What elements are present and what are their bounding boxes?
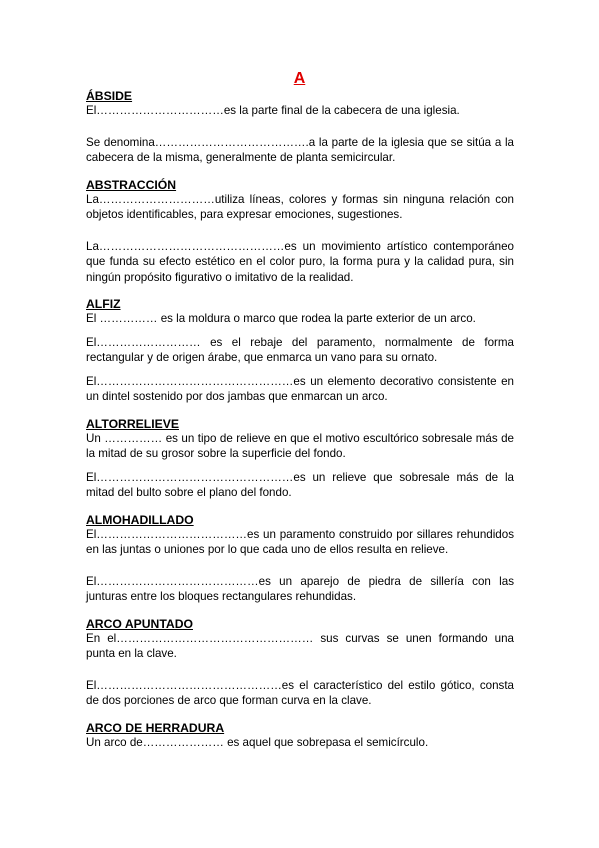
entry-definition: En el…………………………………………… sus curvas se unen formando una punta en la clave. xyxy=(86,631,514,660)
entry-definition: El…………………………………es un paramento construido por sillares rehundidos en las juntas o uniones por lo que cada uno de ellos resulta en relieve. xyxy=(86,527,514,556)
glossary-entry xyxy=(86,513,514,605)
entry-term: ABSTRACCIÓN xyxy=(86,177,177,192)
glossary-entry xyxy=(86,721,514,751)
entry-term: ALTORRELIEVE xyxy=(86,416,179,431)
glossary-entry xyxy=(86,617,514,709)
entry-definition: Un arco de………………… es aquel que sobrepasa el semicírculo. xyxy=(86,735,429,749)
entry-definition: El……………………………………………es un elemento decorativo consistente en un dintel sostenido por dos jambas que enmarcan un arco. xyxy=(86,374,514,403)
glossary-entry xyxy=(86,297,514,405)
entry-term: ÁBSIDE xyxy=(86,89,133,103)
entry-definition: Se denomina………………………………….a la parte de la iglesia que se sitúa a la cabecera de la misma, generalmente de planta semicircular. xyxy=(86,135,514,164)
entry-term: ARCO APUNTADO xyxy=(86,616,193,631)
section-letter-heading: A xyxy=(293,70,306,87)
entry-term: ALMOHADILLADO xyxy=(86,512,194,527)
entry-definition: El…………………………………………es el característico del estilo gótico, consta de dos porciones de arco que forman curva en la clave. xyxy=(86,678,514,707)
entry-definition: Un …………… es un tipo de relieve en que el motivo escultórico sobresale más de la mitad de su grosor sobre la superficie del fondo. xyxy=(86,431,514,460)
entry-definition: El……………………… es el rebaje del paramento, normalmente de forma rectangular y de origen árabe, que enmarca un vano para su ornato. xyxy=(86,335,514,364)
entry-definition: La…………………………utiliza líneas, colores y formas sin ninguna relación con objetos identificables, para expresar emociones, sugestiones. xyxy=(86,192,514,221)
entry-definition: El……………………………………………es un relieve que sobresale más de la mitad del bulto sobre el plano del fondo. xyxy=(86,470,514,499)
glossary-entry xyxy=(86,417,514,501)
entry-definition: El……………………………es la parte final de la cabecera de una iglesia. xyxy=(86,104,460,117)
entry-term: ARCO DE HERRADURA xyxy=(86,720,225,735)
entry-definition: El……………………………………es un aparejo de piedra de sillería con las junturas entre los bloques rectangulares rehundidas. xyxy=(86,574,514,603)
glossary-entry xyxy=(86,178,514,286)
entry-definition: El …………… es la moldura o marco que rodea la parte exterior de un arco. xyxy=(86,312,476,325)
entry-definition: La…………………………………………es un movimiento artístico contemporáneo que funda su efecto estético en el color puro, la forma pura y la calidad pura, sin ningún propósito figurativo o imitativo de la realidad. xyxy=(86,239,514,284)
glossary-entries xyxy=(86,89,514,762)
glossary-entry xyxy=(86,89,514,166)
entry-term: ALFIZ xyxy=(86,297,121,311)
